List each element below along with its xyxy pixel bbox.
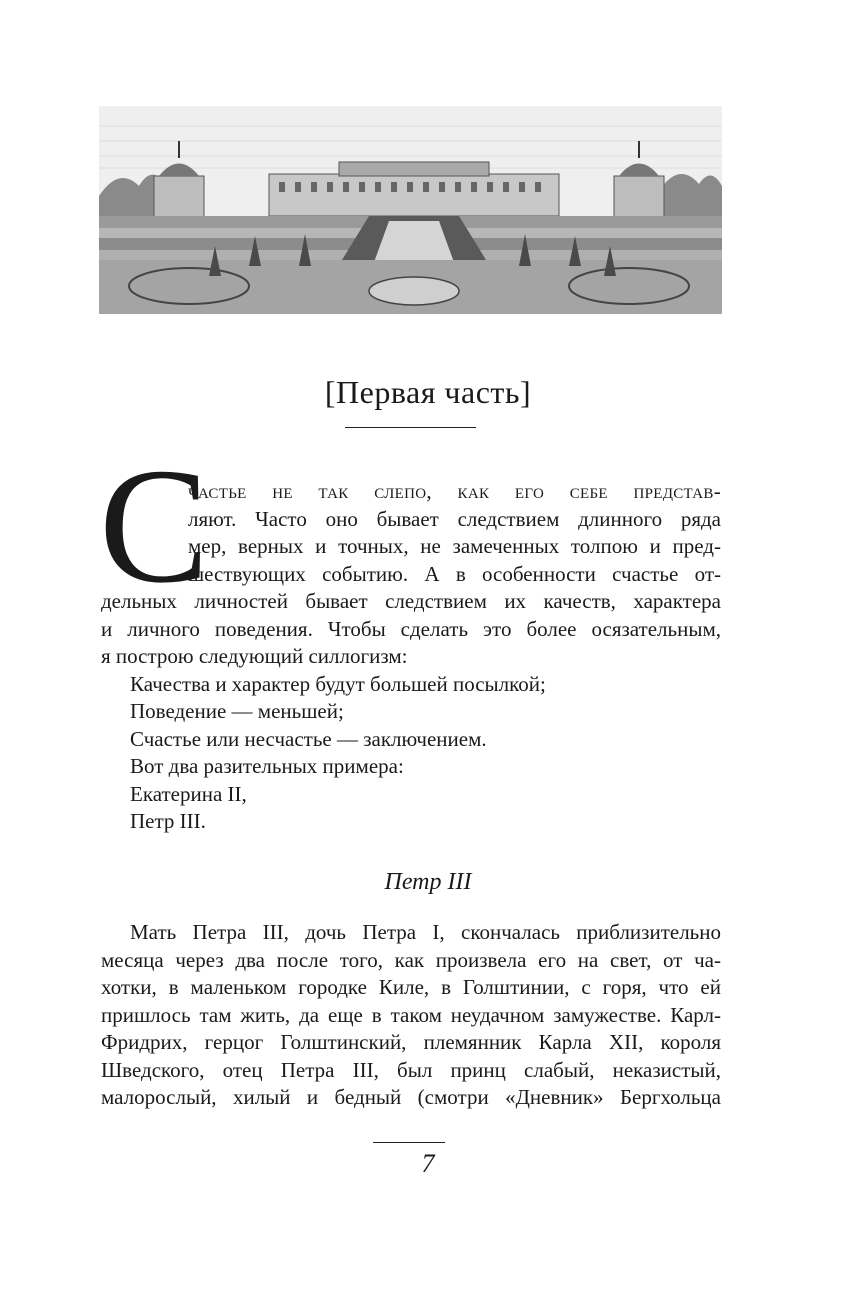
palace-engraving-illustration <box>99 106 722 314</box>
text-line: Мать Петра III, дочь Петра I, скончалась приблизительно <box>130 920 721 944</box>
text-line: Вот два разительных примера: <box>130 754 404 778</box>
text-line: частье не так слепо, как его себе представ- <box>188 479 721 503</box>
text-line: Петр III. <box>130 809 206 833</box>
text-line: дельных личностей бывает следствием их качеств, характера <box>101 589 721 613</box>
text-line: и личного поведения. Чтобы сделать это более осязательным, <box>101 616 721 641</box>
part-title: [Первая часть] <box>324 374 532 410</box>
text-line: ляют. Часто оно бывает следствием длинного ряда <box>188 506 721 531</box>
section-title: Петр III <box>384 869 472 895</box>
text-line: Фридрих, герцог Голштинский, племянник Карла XII, короля <box>101 1030 721 1054</box>
folio-rule <box>373 1142 445 1143</box>
text-line: мер, верных и точных, не замеченных толпою и пред- <box>188 534 721 558</box>
text-line: Шведского, отец Петра III, был принц слабый, неказистый, <box>101 1057 721 1082</box>
text-line: малорослый, хилый и бедный (смотри «Дневник» Бергхольца <box>101 1085 721 1109</box>
text-line: месяца через два после того, как произвела его на свет, от ча- <box>101 947 721 972</box>
drop-cap: С <box>99 434 210 617</box>
text-line: Поведение — меньшей; <box>130 699 344 723</box>
text-line: Счастье или несчастье — заключением. <box>130 726 487 751</box>
text-line: пришлось там жить, да еще в таком неудачном замужестве. Карл- <box>101 1002 721 1027</box>
intro-paragraph <box>101 478 721 836</box>
text-line: Екатерина II, <box>130 781 247 806</box>
text-line: я построю следующий силлогизм: <box>101 644 408 668</box>
section-paragraph <box>101 919 721 1112</box>
title-rule <box>345 427 476 428</box>
text-line: Качества и характер будут большей посылкой; <box>130 671 546 696</box>
text-line: хотки, в маленьком городке Киле, в Голштинии, с горя, что ей <box>101 975 721 999</box>
text-line: шествующих событию. А в особенности счастье от- <box>188 561 721 586</box>
page-number: 7 <box>421 1149 435 1178</box>
